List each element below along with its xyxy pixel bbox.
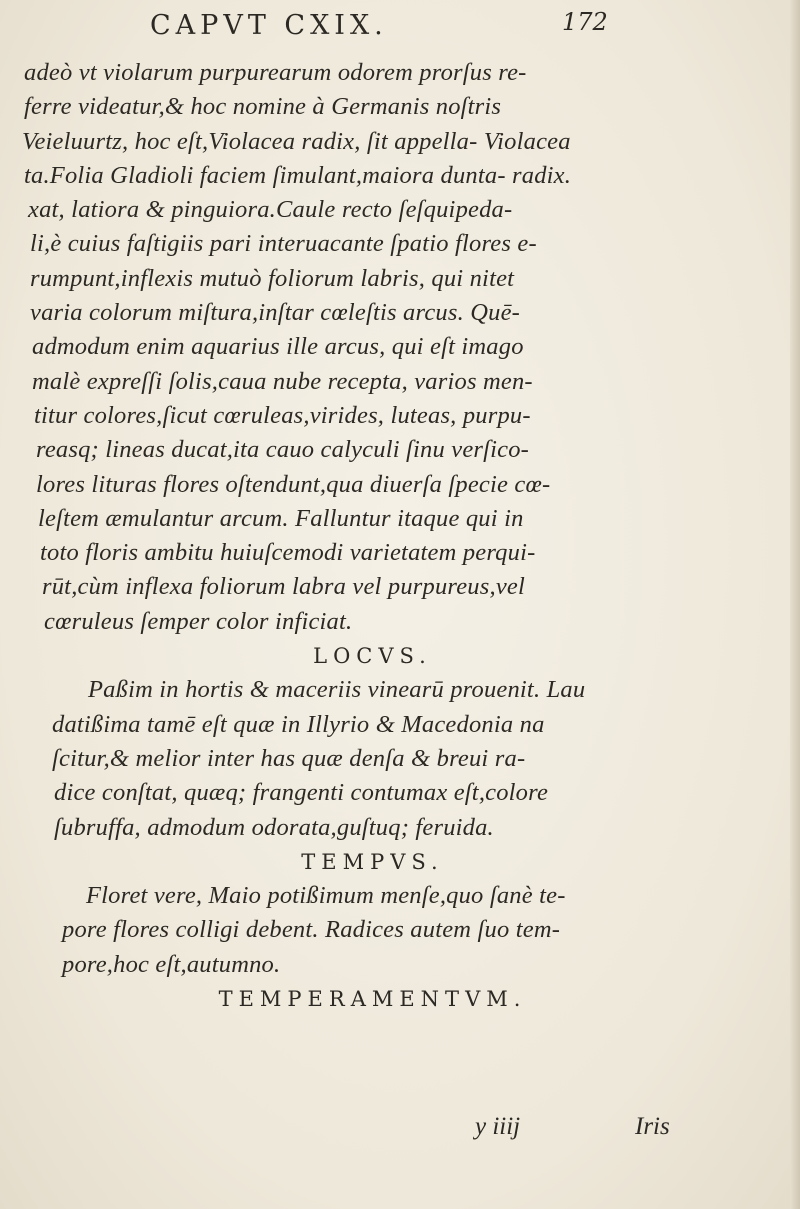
running-head: CAPVT CXIX. — [150, 10, 388, 41]
page-edge — [790, 0, 800, 1209]
text-line: ſubruffa, admodum odorata,guſtuq; feruida. — [54, 813, 494, 841]
text-line: admodum enim aquarius ille arcus, qui eſt imago — [32, 333, 524, 361]
section-heading-tempus: TEMPVS. — [301, 849, 444, 874]
text-line: dice conſtat, quæq; frangenti contumax eſt,colore — [54, 779, 549, 807]
text-line: rūt,cùm inflexa foliorum labra vel purpureus,vel — [42, 573, 525, 601]
text-line: titur colores,ſicut cœruleas,virides, luteas, purpu- — [34, 401, 531, 429]
text-line: Veieluurtz, hoc eſt,Violacea radix, ſit appella- Violacea — [22, 127, 571, 155]
text-line: leſtem æmulantur arcum. Falluntur itaque qui in — [38, 504, 524, 532]
text-line: ſcitur,& melior inter has quæ denſa & breui ra- — [52, 744, 526, 772]
text-line: Paßim in hortis & maceriis vinearū prouenit. Lau — [88, 676, 586, 704]
text-line: li,è cuius faſtigiis pari interuacante ſpatio flores e- — [30, 230, 537, 258]
page-footer — [0, 1113, 800, 1153]
text-line: toto floris ambitu huiuſcemodi varietatem perqui- — [40, 539, 536, 567]
page-header — [150, 4, 690, 44]
text-line: lores lituras flores oſtendunt,qua diuerſa ſpecie cœ- — [36, 470, 551, 498]
text-line: varia colorum miſtura,inſtar cœleſtis arcus. Quē- — [30, 299, 521, 327]
text-line: rumpunt,inflexis mutuò foliorum labris, qui nitet — [30, 264, 515, 292]
text-line: Floret vere, Maio potißimum menſe,quo ſanè te- — [86, 882, 566, 910]
text-line: malè expreſſi ſolis,caua nube recepta, varios men- — [32, 367, 533, 395]
section-heading-locus: LOCVS. — [313, 644, 432, 669]
text-line: ferre videatur,& hoc nomine à Germanis noſtris — [24, 93, 502, 121]
signature-mark: y iiij — [475, 1113, 521, 1140]
text-line: reasq; lineas ducat,ita cauo calyculi ſinu verſico- — [36, 436, 530, 464]
text-line: xat, latiora & pinguiora.Caule recto ſeſquipeda- — [28, 196, 513, 224]
text-line: datißima tamē eſt quæ in Illyrio & Macedonia na — [52, 710, 545, 738]
text-line: pore,hoc eſt,autumno. — [62, 950, 281, 978]
text-line: ta.Folia Gladioli faciem ſimulant,maiora dunta- radix. — [24, 161, 572, 189]
section-heading-temperamentum: TEMPERAMENTVM. — [218, 987, 527, 1012]
catchword: Iris — [635, 1113, 670, 1140]
text-line: pore flores colligi debent. Radices autem ſuo tem- — [62, 916, 561, 944]
folio-number: 172 — [562, 8, 608, 36]
body-text — [20, 56, 725, 1016]
text-line: cœruleus ſemper color inficiat. — [44, 607, 353, 635]
text-line: adeò vt violarum purpurearum odorem prorſus re- — [24, 59, 527, 86]
